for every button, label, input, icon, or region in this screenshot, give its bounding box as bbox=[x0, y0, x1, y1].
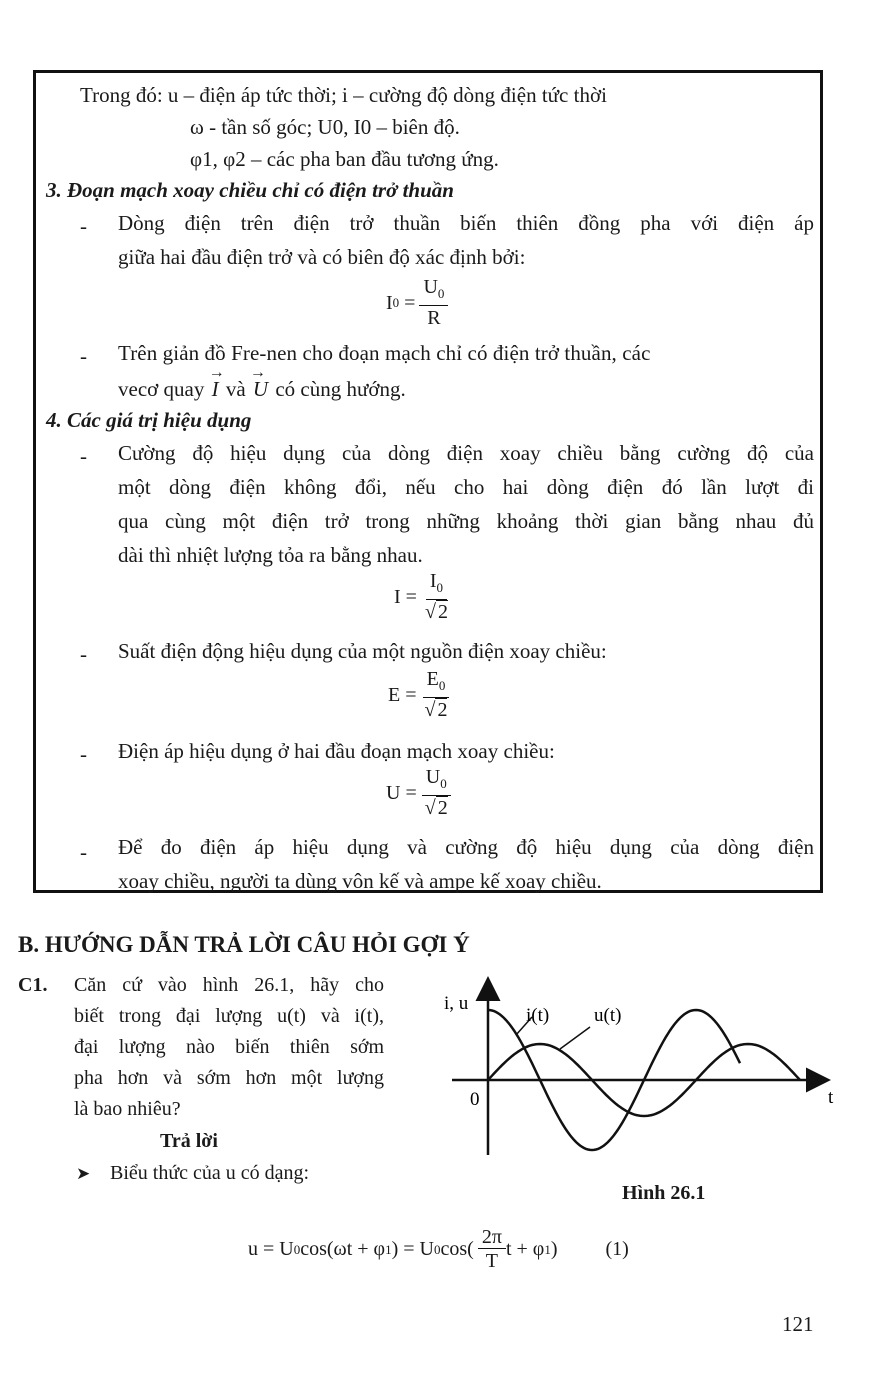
eq5-mid-1: cos(ωt + φ bbox=[300, 1238, 386, 1260]
eq4-denominator: 2 bbox=[437, 797, 448, 819]
s3-item-2-line-2 bbox=[118, 376, 406, 402]
eq5-sub-c: 0 bbox=[434, 1241, 441, 1257]
s4-item-1-line-3: qua cùng một điện trở trong những khoảng thời gian bằng nhau đủ bbox=[118, 509, 814, 533]
eq3-numerator: E bbox=[426, 668, 439, 690]
intro-line-3: φ1, φ2 – các pha ban đầu tương ứng. bbox=[190, 147, 499, 171]
eq5-mid-2: ) = U bbox=[391, 1238, 434, 1260]
intro-line-2: ω - tần số góc; U0, I0 – biên độ. bbox=[190, 115, 460, 139]
s3-item-1-line-2: giữa hai đầu điện trở và có biên độ xác định bởi: bbox=[118, 245, 526, 269]
section-3-title: 3. Đoạn mạch xoay chiều chỉ có điện trở thuần bbox=[46, 178, 454, 202]
s3-item-2-line-1: Trên giản đồ Fre-nen cho đoạn mạch chỉ có điện trở thuần, các bbox=[118, 341, 651, 365]
eq1-fraction: $\frac{U_0}{R}$ bbox=[419, 276, 448, 330]
s4-item-2: Suất điện động hiệu dụng của một nguồn điện xoay chiều: bbox=[118, 639, 607, 663]
eq5-number: (1) bbox=[605, 1238, 629, 1260]
s4-item-1-line-1: Cường độ hiệu dụng của dòng điện xoay chiều bằng cường độ của bbox=[118, 441, 814, 465]
bullet-dash: - bbox=[80, 344, 87, 368]
eq1-denominator: R bbox=[427, 307, 441, 329]
eq1-left: I bbox=[386, 291, 393, 314]
bullet-dash: - bbox=[80, 742, 87, 766]
s4-item-3: Điện áp hiệu dụng ở hai đầu đoạn mạch xoay chiều: bbox=[118, 739, 555, 763]
s3-item-1 bbox=[118, 206, 814, 274]
bullet-dash: - bbox=[80, 214, 87, 238]
y-axis-label: i, u bbox=[444, 993, 469, 1014]
equation-u bbox=[248, 1226, 629, 1273]
origin-label: 0 bbox=[470, 1089, 480, 1110]
s4-item-1-line-4: dài thì nhiệt lượng tỏa ra bằng nhau. bbox=[118, 543, 423, 567]
eq5-mid-3: cos( bbox=[440, 1238, 474, 1260]
eq5-denominator: T bbox=[485, 1250, 498, 1272]
question-line-3: đại lượng nào biến thiên sớm bbox=[74, 1036, 384, 1058]
page-number: 121 bbox=[782, 1312, 814, 1336]
eq4-left: U = bbox=[386, 781, 417, 804]
eq5-sub-d: 1 bbox=[544, 1241, 551, 1257]
figure-caption: Hình 26.1 bbox=[622, 1182, 706, 1204]
eq5-sub-a: 0 bbox=[293, 1241, 301, 1257]
eq3-denominator: 2 bbox=[437, 699, 448, 721]
bullet-dash: - bbox=[80, 444, 87, 468]
eq5-numerator: 2π bbox=[478, 1226, 506, 1249]
eq1-numerator: U bbox=[423, 276, 438, 298]
s4-item-1 bbox=[118, 436, 814, 572]
bullet-arrow: ➤ bbox=[76, 1164, 91, 1183]
s4-item-4-line-1: Để đo điện áp hiệu dụng và cường độ hiệu dụng của dòng điện bbox=[118, 835, 814, 859]
eq4-fraction: $\frac{U_0}{√ 2}$ bbox=[421, 766, 452, 820]
answer-line: Biểu thức của u có dạng: bbox=[110, 1162, 310, 1184]
question-line-1: Căn cứ vào hình 26.1, hãy cho bbox=[74, 974, 384, 996]
bullet-dash: - bbox=[80, 642, 87, 666]
bullet-dash: - bbox=[80, 840, 87, 864]
question-line-2: biết trong đại lượng u(t) và i(t), bbox=[74, 1005, 384, 1027]
section-b-title: B. HƯỚNG DẪN TRẢ LỜI CÂU HỎI GỢI Ý bbox=[18, 932, 470, 957]
vector-i: → I bbox=[210, 376, 221, 402]
s3-item-2-and: và bbox=[225, 377, 246, 401]
s4-item-1-line-2: một dòng điện không đổi, nếu cho hai dòng điện đó lần lượt đi bbox=[118, 475, 814, 499]
eq2-numerator: I bbox=[429, 570, 437, 592]
eq2-left: I = bbox=[394, 585, 417, 608]
vector-u: → U bbox=[251, 376, 270, 402]
s4-item-4-line-2: xoay chiều, người ta dùng vôn kế và ampe kế xoay chiều. bbox=[118, 869, 602, 893]
s3-item-1-line-1: Dòng điện trên điện trở thuần biến thiên đồng pha với điện áp bbox=[118, 211, 814, 235]
eq5-fraction bbox=[478, 1226, 506, 1273]
intro-line-1: Trong đó: u – điện áp tức thời; i – cường độ dòng điện tức thời bbox=[80, 83, 607, 107]
eq5-tail-2: ) bbox=[550, 1238, 558, 1260]
eq2-denominator: 2 bbox=[437, 601, 448, 623]
figure-26-1 bbox=[440, 975, 840, 1165]
u-leader bbox=[560, 1027, 590, 1049]
question-line-5: là bao nhiêu? bbox=[74, 1098, 181, 1120]
question-label: C1. bbox=[18, 974, 48, 996]
eq4-numerator: U bbox=[425, 766, 441, 788]
eq5-sub-b: 1 bbox=[385, 1241, 392, 1257]
equation-e-rms bbox=[388, 668, 451, 722]
eq5-tail-1: t + φ bbox=[505, 1238, 545, 1260]
t-label: t bbox=[828, 1087, 834, 1108]
eq3-fraction: $\frac{E_0}{√ 2}$ bbox=[424, 668, 448, 721]
section-4-title: 4. Các giá trị hiệu dụng bbox=[46, 408, 252, 432]
equation-i0: I 0 = $\frac{U_0}{R}$ bbox=[386, 276, 448, 330]
equation-i-rms bbox=[394, 570, 452, 624]
eq5-lhs: u = U bbox=[248, 1238, 294, 1260]
s4-item-4 bbox=[118, 830, 814, 898]
question-text bbox=[74, 970, 384, 1125]
eq3-left: E = bbox=[388, 683, 417, 706]
i-label: i(t) bbox=[526, 1005, 550, 1026]
eq2-fraction: $\frac{I_0}{√ 2}$ bbox=[424, 570, 448, 623]
u-label: u(t) bbox=[594, 1005, 622, 1026]
equation-u-rms bbox=[386, 766, 452, 820]
s3-item-2-post: có cùng hướng. bbox=[275, 377, 406, 401]
s3-item-2-pre: vecơ quay bbox=[118, 377, 205, 401]
answer-title: Trả lời bbox=[160, 1130, 218, 1152]
question-line-4: pha hơn và sớm hơn một lượng bbox=[74, 1067, 384, 1089]
